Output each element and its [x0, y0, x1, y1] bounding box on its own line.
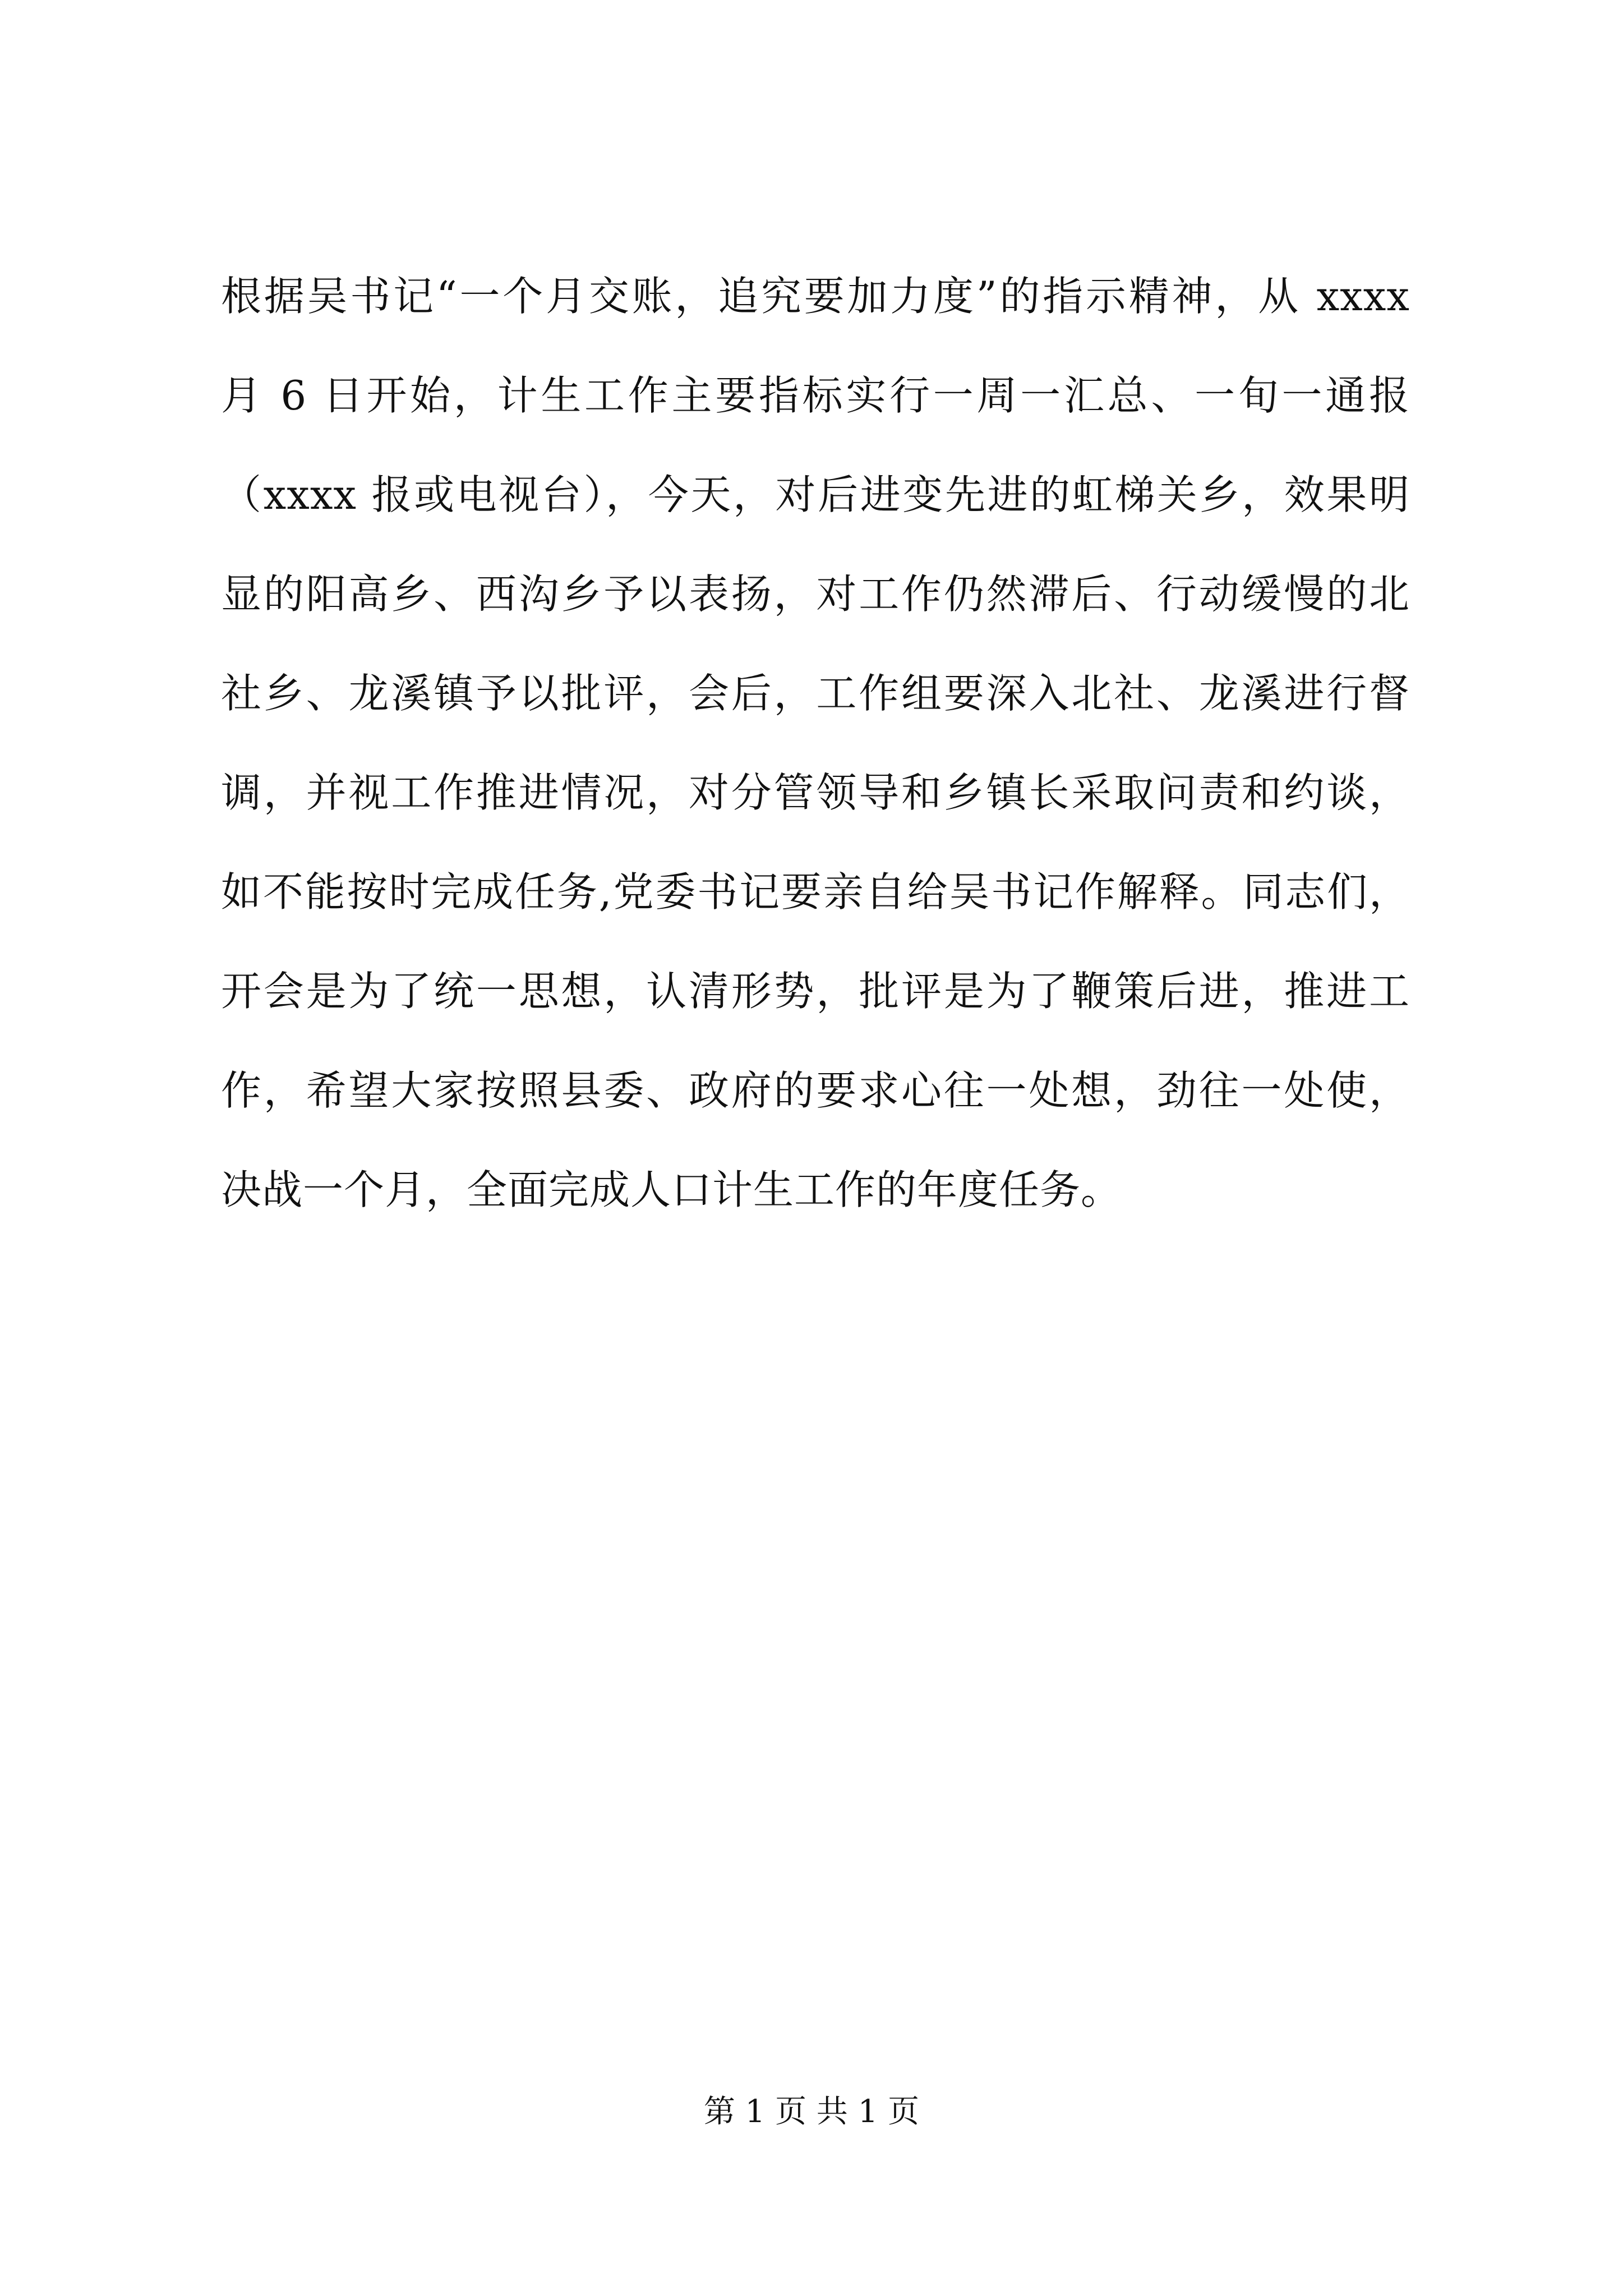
- paragraph-line: 根据吴书记“一个月交账，追究要加力度”的指示精神，从 xxxx: [221, 273, 1410, 320]
- paragraph-line: 月 6 日开始，计生工作主要指标实行一周一汇总、一旬一通报: [221, 372, 1410, 419]
- paragraph-line: 显的阳高乡、西沟乡予以表扬，对工作仍然滞后、行动缓慢的北: [221, 570, 1410, 618]
- paragraph-line: 如不能按时完成任务,党委书记要亲自给吴书记作解释。同志们，: [221, 868, 1410, 915]
- paragraph-line: 开会是为了统一思想，认清形势，批评是为了鞭策后进，推进工: [221, 968, 1410, 1015]
- paragraph-line: 社乡、龙溪镇予以批评，会后，工作组要深入北社、龙溪进行督: [221, 670, 1410, 717]
- paragraph-line: 作，希望大家按照县委、政府的要求心往一处想，劲往一处使，: [221, 1067, 1410, 1114]
- page-number-footer: 第 1 页 共 1 页: [703, 2093, 920, 2130]
- paragraph-line: 调，并视工作推进情况，对分管领导和乡镇长采取问责和约谈，: [221, 769, 1410, 816]
- body-paragraph: [221, 247, 1410, 1240]
- paragraph-line: （xxxx 报或电视台），今天，对后进变先进的虹梯关乡，效果明: [221, 471, 1410, 518]
- paragraph-line: 决战一个月，全面完成人口计生工作的年度任务。: [221, 1166, 1122, 1213]
